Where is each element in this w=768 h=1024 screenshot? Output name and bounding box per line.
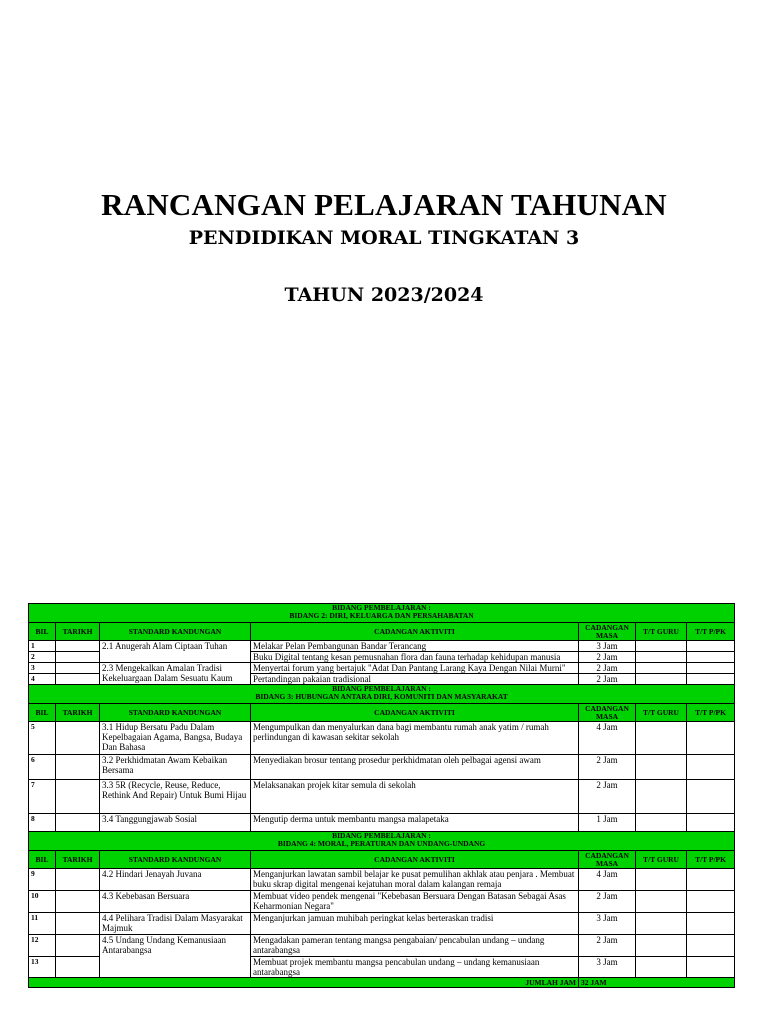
row-ppk [687, 663, 735, 674]
section-heading-line-1: BIDANG PEMBELAJARAN : [332, 831, 431, 840]
row-aktiviti: Menyertai forum yang bertajuk "Adat Dan Pantang Larang Kaya Dengan Nilai Murni" [251, 663, 579, 674]
table-row [29, 891, 735, 913]
row-tarikh [56, 674, 100, 685]
row-bil: 11 [29, 913, 56, 935]
row-standard: 4.3 Kebebasan Bersuara [100, 891, 251, 913]
row-masa: 3 Jam [579, 641, 636, 652]
section-heading-line-2: BIDANG 3: HUBUNGAN ANTARA DIRI, KOMUNITI DAN MASYARAKAT [255, 692, 508, 701]
row-ppk [687, 913, 735, 935]
document-subtitle: PENDIDIKAN MORAL TINGKATAN 3 [188, 227, 580, 249]
row-ppk [687, 869, 735, 891]
row-bil: 13 [29, 957, 56, 978]
header-aktiviti: CADANGAN AKTIVITI [251, 623, 579, 641]
row-guru [636, 957, 687, 978]
row-guru [636, 722, 687, 755]
header-standard: STANDARD KANDUNGAN [100, 851, 251, 869]
row-standard: 4.4 Pelihara Tradisi Dalam Masyarakat Majmuk [100, 913, 251, 935]
header-masa: CADANGAN MASA [579, 704, 636, 722]
row-aktiviti: Membuat projek membantu mangsa pencabulan undang – undang kemanusiaan antarabangsa [251, 957, 579, 978]
table-header-row [29, 623, 735, 641]
row-guru [636, 663, 687, 674]
row-aktiviti: Mengumpulkan dan menyalurkan dana bagi membantu rumah anak yatim / rumah perlindungan di kawasan sekitar sekolah [251, 722, 579, 755]
row-aktiviti: Menganjurkan jamuan muhibah peringkat kelas berteraskan tradisi [251, 913, 579, 935]
table-header-row [29, 704, 735, 722]
row-masa: 3 Jam [579, 913, 636, 935]
row-guru [636, 652, 687, 663]
row-tarikh [56, 957, 100, 978]
row-aktiviti: Pertandingan pakaian tradisional [251, 674, 579, 685]
table-row [29, 913, 735, 935]
section-heading [29, 832, 735, 851]
section-heading-line-2: BIDANG 2: DIRI, KELUARGA DAN PERSAHABATAN [289, 611, 474, 620]
header-standard: STANDARD KANDUNGAN [100, 704, 251, 722]
row-masa: 2 Jam [579, 755, 636, 780]
row-bil: 5 [29, 722, 56, 755]
header-ppk: T/T P/PK [687, 623, 735, 641]
row-standard: 2.3 Mengekalkan Amalan Tradisi Kekeluargaan Dalam Sesuatu Kaum [100, 663, 251, 685]
row-tarikh [56, 722, 100, 755]
row-ppk [687, 652, 735, 663]
row-guru [636, 935, 687, 957]
row-bil: 12 [29, 935, 56, 957]
row-tarikh [56, 663, 100, 674]
section-heading-line-1: BIDANG PEMBELAJARAN : [332, 684, 431, 693]
header-guru: T/T GURU [636, 851, 687, 869]
row-tarikh [56, 814, 100, 832]
row-standard: 3.4 Tanggungjawab Sosial [100, 814, 251, 832]
header-aktiviti: CADANGAN AKTIVITI [251, 704, 579, 722]
row-aktiviti: Membuat video pendek mengenai "Kebebasan Bersuara Dengan Batasan Sebagai Asas Keharmonian Negara" [251, 891, 579, 913]
total-row [29, 978, 735, 988]
row-ppk [687, 814, 735, 832]
row-masa: 2 Jam [579, 674, 636, 685]
row-ppk [687, 674, 735, 685]
row-ppk [687, 641, 735, 652]
row-ppk [687, 935, 735, 957]
total-value: 32 JAM [579, 978, 735, 988]
row-tarikh [56, 891, 100, 913]
row-guru [636, 891, 687, 913]
row-tarikh [56, 935, 100, 957]
section-heading [29, 604, 735, 623]
table-header-row [29, 851, 735, 869]
row-tarikh [56, 641, 100, 652]
header-masa: CADANGAN MASA [579, 851, 636, 869]
table-row [29, 755, 735, 780]
header-bil: BIL [29, 704, 56, 722]
table-row [29, 663, 735, 674]
row-bil: 1 [29, 641, 56, 652]
table-row [29, 780, 735, 814]
row-masa: 2 Jam [579, 935, 636, 957]
row-standard: 3.1 Hidup Bersatu Padu Dalam Kepelbagaian Agama, Bangsa, Budaya Dan Bahasa [100, 722, 251, 755]
header-tarikh: TARIKH [56, 623, 100, 641]
row-bil: 7 [29, 780, 56, 814]
row-guru [636, 755, 687, 780]
row-guru [636, 814, 687, 832]
total-label: JUMLAH JAM [29, 978, 579, 988]
table-row [29, 814, 735, 832]
row-aktiviti: Buku Digital tentang kesan pemusnahan flora dan fauna terhadap kehidupan manusia [251, 652, 579, 663]
table-row [29, 935, 735, 957]
row-bil: 8 [29, 814, 56, 832]
row-bil: 3 [29, 663, 56, 674]
lesson-plan-table [28, 603, 735, 988]
header-bil: BIL [29, 851, 56, 869]
row-masa: 1 Jam [579, 814, 636, 832]
row-masa: 2 Jam [579, 891, 636, 913]
row-guru [636, 780, 687, 814]
row-ppk [687, 755, 735, 780]
row-standard: 4.2 Hindari Jenayah Juvana [100, 869, 251, 891]
header-aktiviti: CADANGAN AKTIVITI [251, 851, 579, 869]
table-row [29, 869, 735, 891]
row-standard: 3.3 5R (Recycle, Reuse, Reduce, Rethink And Repair) Untuk Bumi Hijau [100, 780, 251, 814]
row-ppk [687, 891, 735, 913]
row-tarikh [56, 869, 100, 891]
document-year: TAHUN 2023/2024 [284, 284, 484, 306]
header-standard: STANDARD KANDUNGAN [100, 623, 251, 641]
header-ppk: T/T P/PK [687, 851, 735, 869]
row-standard: 2.1 Anugerah Alam Ciptaan Tuhan [100, 641, 251, 663]
header-masa: CADANGAN MASA [579, 623, 636, 641]
row-aktiviti: Menyediakan brosur tentang prosedur perkhidmatan oleh pelbagai agensi awam [251, 755, 579, 780]
row-ppk [687, 722, 735, 755]
document-title: RANCANGAN PELAJARAN TAHUNAN [101, 187, 667, 222]
row-bil: 6 [29, 755, 56, 780]
row-guru [636, 674, 687, 685]
header-guru: T/T GURU [636, 623, 687, 641]
row-masa: 3 Jam [579, 957, 636, 978]
row-tarikh [56, 780, 100, 814]
row-aktiviti: Mengutip derma untuk membantu mangsa malapetaka [251, 814, 579, 832]
row-ppk [687, 780, 735, 814]
row-masa: 2 Jam [579, 663, 636, 674]
table-row [29, 641, 735, 652]
header-ppk: T/T P/PK [687, 704, 735, 722]
section-heading-line-1: BIDANG PEMBELAJARAN : [332, 603, 431, 612]
row-guru [636, 869, 687, 891]
row-aktiviti: Menganjurkan lawatan sambil belajar ke pusat pemulihan akhlak atau penjara . Membuat buku skrap digital mengenai kejatuhan moral dalam kalangan remaja [251, 869, 579, 891]
row-aktiviti: Melaksanakan projek kitar semula di sekolah [251, 780, 579, 814]
row-standard: 4.5 Undang Undang Kemanusiaan Antarabangsa [100, 935, 251, 978]
row-masa: 2 Jam [579, 780, 636, 814]
row-masa: 2 Jam [579, 652, 636, 663]
row-bil: 4 [29, 674, 56, 685]
section-heading-line-2: BIDANG 4: MORAL, PERATURAN DAN UNDANG-UNDANG [277, 839, 486, 848]
row-guru [636, 641, 687, 652]
row-bil: 10 [29, 891, 56, 913]
row-tarikh [56, 755, 100, 780]
row-tarikh [56, 652, 100, 663]
row-masa: 4 Jam [579, 722, 636, 755]
row-guru [636, 913, 687, 935]
header-guru: T/T GURU [636, 704, 687, 722]
row-aktiviti: Melakar Pelan Pembangunan Bandar Terancang [251, 641, 579, 652]
header-tarikh: TARIKH [56, 704, 100, 722]
header-tarikh: TARIKH [56, 851, 100, 869]
table-row [29, 722, 735, 755]
row-masa: 4 Jam [579, 869, 636, 891]
row-aktiviti: Mengadakan pameran tentang mangsa pengabaian/ pencabulan undang – undang antarabangsa [251, 935, 579, 957]
row-bil: 2 [29, 652, 56, 663]
section-heading [29, 685, 735, 704]
header-bil: BIL [29, 623, 56, 641]
row-bil: 9 [29, 869, 56, 891]
row-standard: 3.2 Perkhidmatan Awam Kebaikan Bersama [100, 755, 251, 780]
row-tarikh [56, 913, 100, 935]
row-ppk [687, 957, 735, 978]
